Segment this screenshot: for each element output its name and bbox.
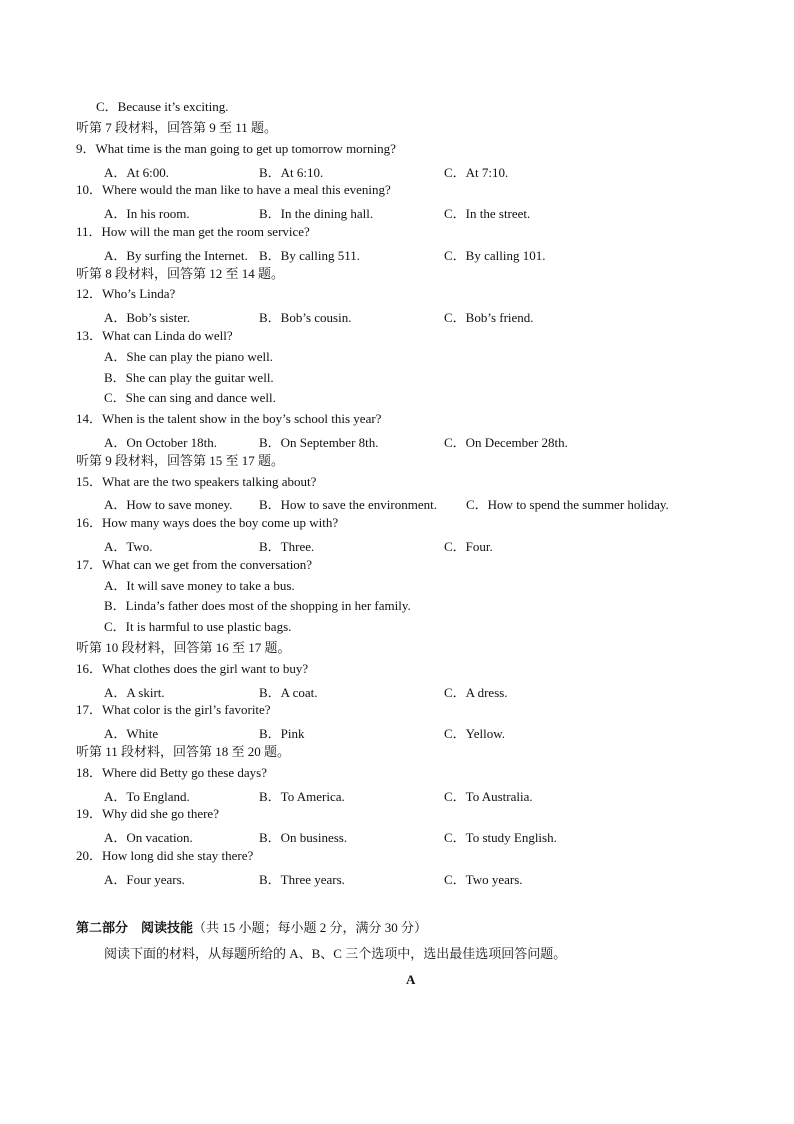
question-text: 16．What clothes does the girl want to buy? [76, 660, 309, 676]
answer-option-a: A．In his room. [104, 206, 190, 222]
section-header: 听第 11 段材料，回答第 18 至 20 题。 [76, 744, 291, 759]
question-text: 20．How long did she stay there? [76, 848, 254, 863]
section-header: 听第 10 段材料，回答第 16 至 17 题。 [76, 640, 291, 655]
question-text: 16．How many ways does the boy come up with? [76, 515, 339, 531]
answer-option-a: A．She can play the piano well. [104, 348, 273, 364]
answer-option-c: C．Bob’s friend. [444, 310, 534, 326]
question-text: 12．Who’s Linda? [76, 286, 176, 302]
answer-option-b: B．She can play the guitar well. [104, 369, 274, 385]
answer-option-c: C．Two years. [444, 871, 523, 887]
question-text: 17．What can we get from the conversation? [76, 556, 313, 572]
answer-option-a: A．On vacation. [104, 830, 193, 846]
prev-question-option-c: C．Because it’s exciting. [96, 99, 229, 114]
answer-option-a: A．A skirt. [104, 684, 165, 700]
answer-option-a: A．It will save money to take a bus. [104, 577, 295, 593]
question-text: 15．What are the two speakers talking about? [76, 473, 317, 489]
answer-option-b: B．How to save the environment. [259, 497, 437, 513]
part-two-scoring: （共 15 小题；每小题 2 分，满分 30 分） [193, 920, 428, 935]
answer-option-b: B．Bob’s cousin. [259, 310, 352, 326]
answer-option-a: A．Bob’s sister. [104, 310, 190, 326]
answer-option-a: A．White [104, 726, 159, 742]
answer-option-b: B．Three. [259, 539, 315, 554]
section-header: 听第 8 段材料，回答第 12 至 14 题。 [76, 265, 285, 281]
answer-option-a: A．At 6:00. [104, 164, 170, 180]
answer-option-c: C．How to spend the summer holiday. [466, 497, 669, 513]
answer-option-c: C．On December 28th. [444, 435, 568, 450]
answer-option-b: B．Three years. [259, 871, 345, 887]
answer-option-b: B．On September 8th. [259, 435, 379, 450]
question-text: 18．Where did Betty go these days? [76, 764, 267, 780]
answer-option-c: C．Four. [444, 539, 493, 554]
answer-option-a: A．On October 18th. [104, 435, 218, 450]
answer-option-a: A．To England. [104, 788, 190, 804]
answer-option-b: B．At 6:10. [259, 164, 324, 180]
answer-option-c: C．To Australia. [444, 788, 533, 804]
answer-option-b: B．In the dining hall. [259, 206, 374, 222]
answer-option-b: B．Pink [259, 726, 305, 742]
answer-option-c: C．It is harmful to use plastic bags. [104, 619, 292, 635]
answer-option-b: B．By calling 511. [259, 247, 360, 263]
part-two-instruction: 阅读下面的材料，从每题所给的 A、B、C 三个选项中，选出最佳选项回答问题。 [104, 946, 567, 961]
question-text: 9．What time is the man going to get up tomorrow morning? [76, 140, 396, 156]
question-text: 13．What can Linda do well? [76, 328, 233, 343]
part-two-title: 第二部分 阅读技能 [76, 920, 194, 935]
answer-option-a: A．Two. [104, 539, 153, 554]
answer-option-c: C．In the street. [444, 206, 531, 222]
question-text: 10．Where would the man like to have a meal this evening? [76, 182, 391, 198]
answer-option-a: A．By surfing the Internet. [104, 247, 248, 263]
answer-option-c: C．She can sing and dance well. [104, 390, 276, 406]
question-text: 17．What color is the girl’s favorite? [76, 702, 271, 718]
answer-option-c: C．To study English. [444, 830, 557, 846]
answer-option-a: A．Four years. [104, 871, 185, 887]
answer-option-b: B．Linda’s father does most of the shopping in her family. [104, 598, 411, 614]
section-header: 听第 7 段材料，回答第 9 至 11 题。 [76, 120, 278, 135]
question-text: 14．When is the talent show in the boy’s school this year? [76, 411, 382, 427]
answer-option-c: C．At 7:10. [444, 164, 509, 180]
section-header: 听第 9 段材料，回答第 15 至 17 题。 [76, 452, 285, 468]
answer-option-b: B．On business. [259, 830, 348, 846]
answer-option-c: C．Yellow. [444, 726, 506, 742]
answer-option-a: A．How to save money. [104, 497, 233, 513]
passage-label: A [406, 972, 416, 987]
question-text: 19．Why did she go there? [76, 806, 219, 822]
answer-option-b: B．A coat. [259, 684, 318, 700]
answer-option-c: C．By calling 101. [444, 247, 546, 263]
answer-option-b: B．To America. [259, 788, 345, 804]
question-text: 11．How will the man get the room service? [76, 224, 310, 239]
answer-option-c: C．A dress. [444, 684, 508, 700]
part-two-heading [76, 920, 427, 936]
